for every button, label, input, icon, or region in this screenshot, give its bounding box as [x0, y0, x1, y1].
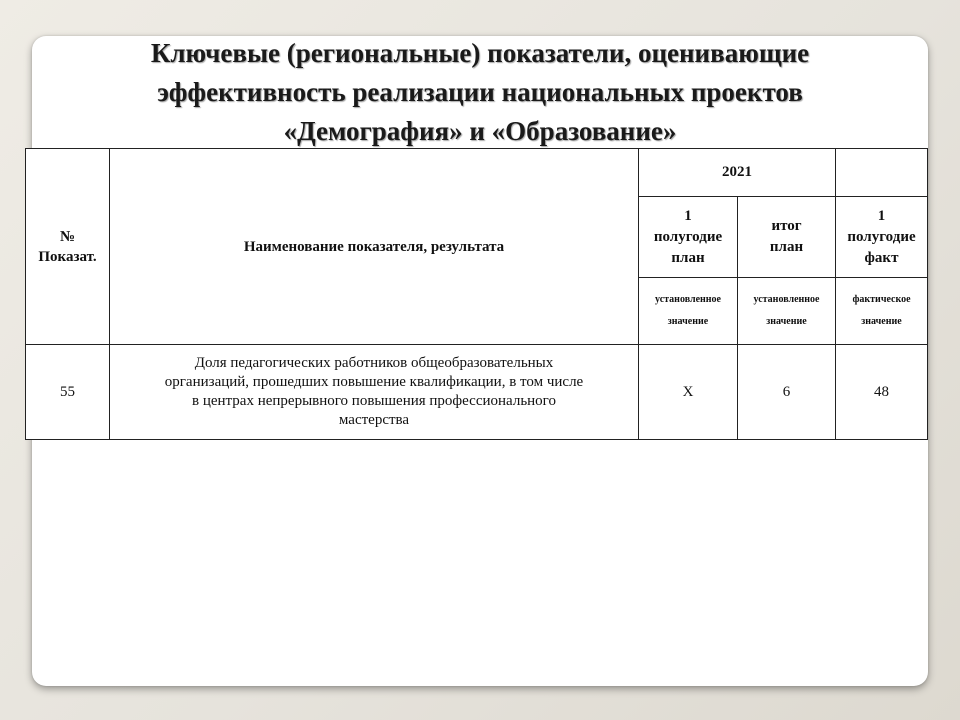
value-half-year-fact: 48: [836, 345, 928, 440]
header-line: значение: [766, 316, 807, 327]
header-value-type: [836, 278, 928, 345]
title-line: Ключевые (региональные) показатели, оценивающие: [150, 38, 810, 68]
header-total-plan: [738, 197, 836, 278]
header-number-symbol: №: [59, 228, 76, 245]
header-line: план: [769, 239, 804, 255]
indicator-name-line: в центрах непрерывного повышения профессионального: [192, 393, 556, 409]
indicator-name-line: организаций, прошедших повышение квалификации, в том числе: [164, 374, 584, 390]
indicator-name: [110, 345, 639, 440]
header-line: значение: [861, 316, 902, 327]
header-line: фактическое: [852, 294, 911, 305]
indicator-number: 55: [26, 345, 110, 440]
title-line: эффективность реализации национальных проектов: [157, 77, 803, 107]
header-line: значение: [667, 316, 709, 327]
value-half-year-plan: Х: [639, 345, 738, 440]
header-line: установленное: [655, 294, 721, 305]
header-year-empty: [836, 149, 928, 197]
indicator-name-line: мастерства: [338, 412, 410, 428]
header-half-year-fact: [836, 197, 928, 278]
header-line: факт: [864, 249, 899, 266]
header-number: [26, 149, 110, 345]
slide-title: [32, 34, 928, 151]
header-half-year-plan: [639, 197, 738, 278]
header-line: установленное: [753, 294, 820, 305]
indicator-name-line: Доля педагогических работников общеобразовательных: [194, 355, 554, 371]
header-line: 1: [877, 207, 886, 224]
value-total-plan: 6: [738, 345, 836, 440]
header-year: 2021: [639, 149, 836, 197]
header-line: план: [671, 249, 705, 266]
header-line: 1: [684, 207, 692, 224]
indicators-table: [25, 148, 928, 440]
header-name: Наименование показателя, результата: [110, 149, 639, 345]
header-number-label: Показат.: [38, 248, 97, 265]
header-value-type: [639, 278, 738, 345]
table-row: [26, 345, 928, 440]
header-line: полугодие: [847, 228, 916, 245]
header-line: итог: [771, 218, 802, 234]
header-line: полугодие: [653, 228, 723, 245]
header-value-type: [738, 278, 836, 345]
title-line: «Демография» и «Образование»: [283, 116, 677, 146]
table-header-row: [26, 149, 928, 197]
